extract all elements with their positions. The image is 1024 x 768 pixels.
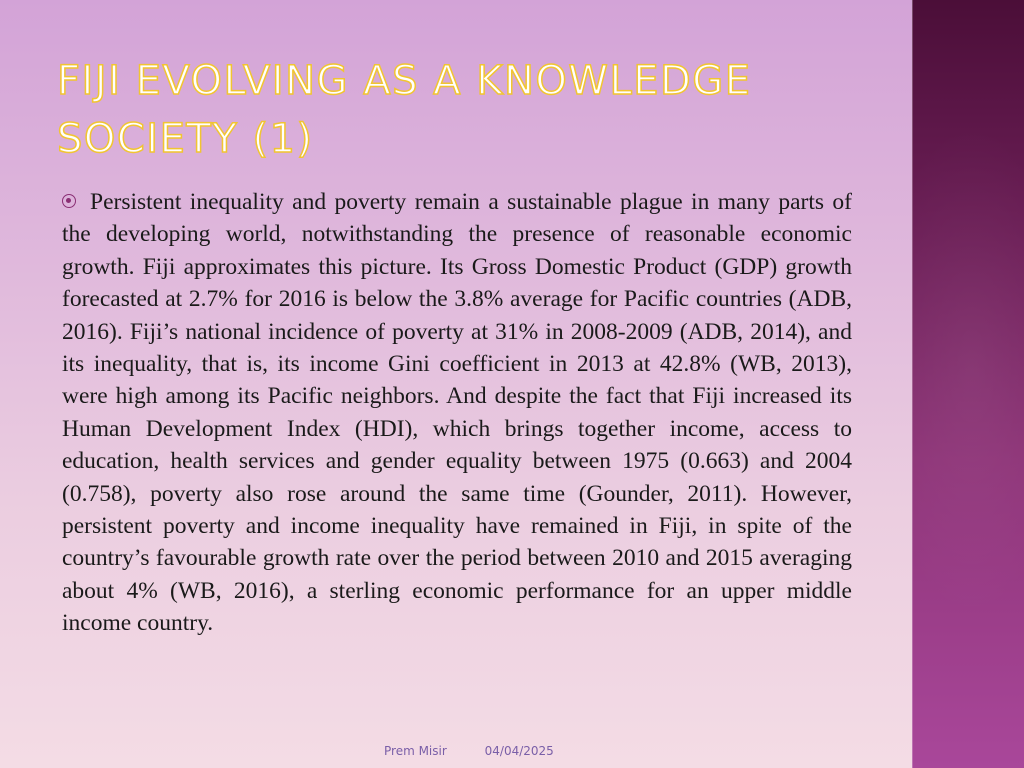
decorative-side-bar bbox=[912, 0, 1024, 768]
slide-footer bbox=[384, 744, 554, 758]
slide-title: FIJI EVOLVING AS A KNOWLEDGE SOCIETY (1) bbox=[57, 58, 752, 162]
footer-date: 04/04/2025 bbox=[484, 744, 554, 758]
circle-bullet-icon bbox=[62, 194, 76, 208]
slide-content bbox=[62, 186, 852, 640]
bullet-item bbox=[62, 186, 852, 640]
footer-author: Prem Misir bbox=[384, 744, 447, 758]
bullet-text: Persistent inequality and poverty remain a sustainable plague in many parts of the developing world, notwithstanding the presence of reasonable economic growth. Fiji approximates this picture. Its Gross Domestic Product (GDP) growth forecasted at 2.7% for 2016 is below the 3.8% average for Pacific countries (ADB, 2016). Fiji’s national incidence of poverty at 31% in 2008-2009 (ADB, 2014), and its inequality, that is, its income Gini coefficient in 2013 at 42.8% (WB, 2013), were high among its Pacific neighbors. And despite the fact that Fiji increased its Human Development Index (HDI), which brings together income, access to education, health services and gender equality between 1975 (0.663) and 2004 (0.758), poverty also rose around the same time (Gounder, 2011). However, persistent poverty and income inequality have remained in Fiji, in spite of the country’s favourable growth rate over the period between 2010 and 2015 averaging about 4% (WB, 2016), a sterling economic performance for an upper middle income country. bbox=[62, 189, 852, 637]
